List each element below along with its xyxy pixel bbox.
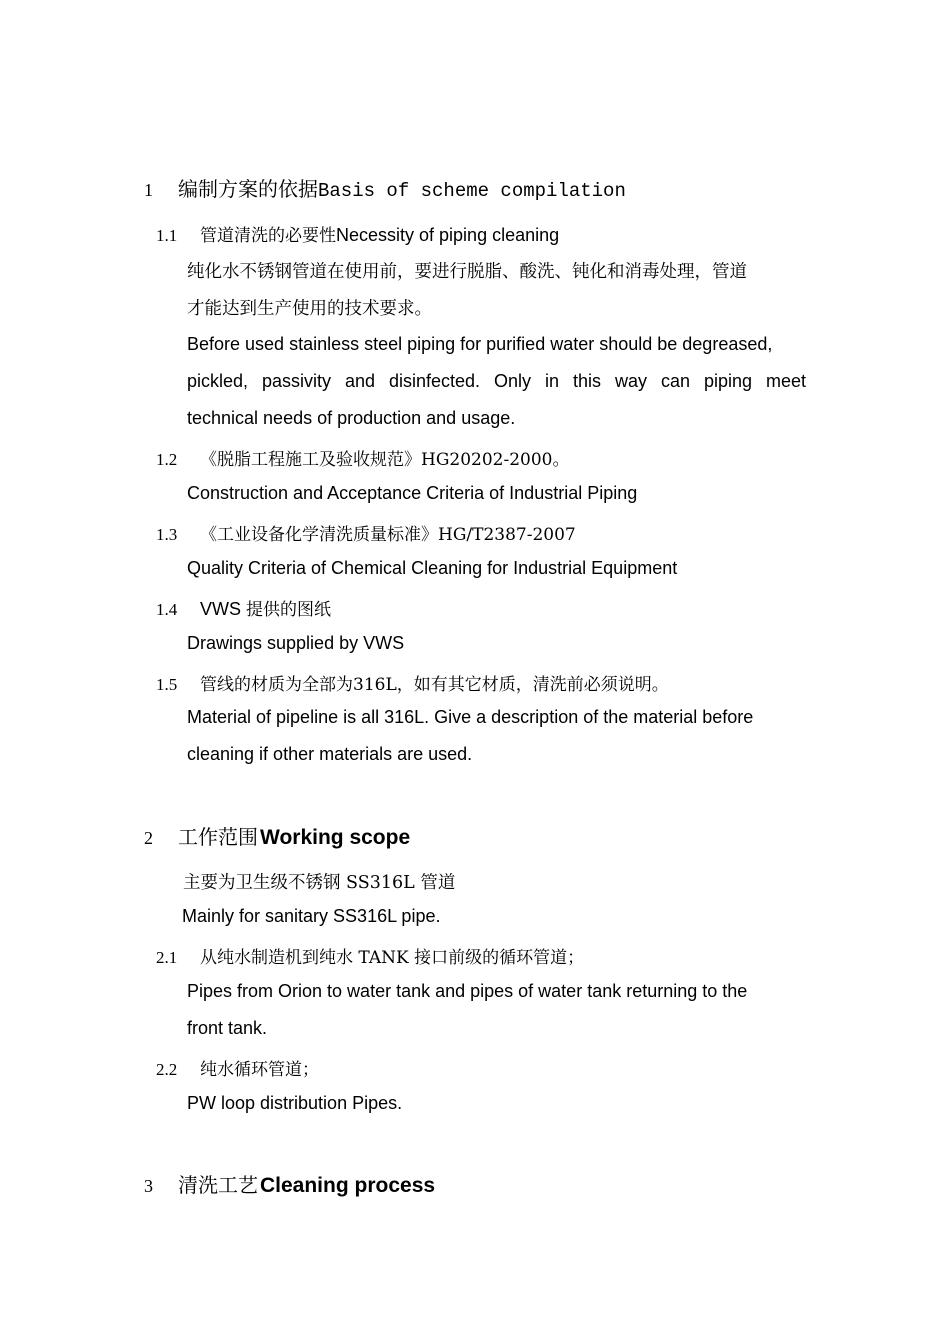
item-1-1-body-en-line3: technical needs of production and usage.	[187, 408, 516, 428]
item-1-1-body-en-line2: pickled, passivity and disinfected. Only in this way can piping meet	[187, 371, 806, 391]
item-1-1-number: 1.1	[156, 226, 178, 245]
item-1-2-number: 1.2	[156, 450, 178, 469]
item-1-5-heading	[156, 670, 669, 695]
section-2-number: 2	[144, 828, 153, 848]
section-3-title-cn: 清洗工艺	[178, 1173, 258, 1197]
item-2-1-body-en-line2: front tank.	[187, 1018, 268, 1038]
section-1-heading	[144, 173, 626, 202]
section-1-number: 1	[144, 180, 153, 200]
section-3-title-en: Cleaning process	[260, 1174, 436, 1197]
section-3-heading	[144, 1169, 435, 1198]
item-1-1-body-cn-line2: 才能达到生产使用的技术要求。	[187, 299, 432, 319]
item-1-1-heading	[156, 221, 559, 246]
section-2-title-cn: 工作范围	[178, 825, 258, 849]
item-1-2-body-en: Construction and Acceptance Criteria of Industrial Piping	[187, 483, 638, 503]
item-1-4-number: 1.4	[156, 600, 178, 619]
item-1-1-title-en: Necessity of piping cleaning	[336, 225, 560, 245]
item-1-5-title-cn: 管线的材质为全部为316L，如有其它材质，清洗前必须说明。	[200, 675, 669, 695]
item-2-1-title-cn: 从纯水制造机到纯水 TANK 接口前级的循环管道；	[200, 948, 585, 968]
item-1-4-heading	[156, 595, 331, 620]
item-2-1-body-en-line1: Pipes from Orion to water tank and pipes of water tank returning to the	[187, 981, 748, 1001]
item-1-5-number: 1.5	[156, 675, 178, 694]
item-2-1-number: 2.1	[156, 948, 178, 967]
section-2-heading	[144, 821, 410, 850]
item-1-5-body-en-line1: Material of pipeline is all 316L. Give a description of the material before	[187, 707, 754, 727]
item-1-3-title-cn: 《工业设备化学清洗质量标准》HG/T2387-2007	[200, 525, 576, 545]
item-2-2-body-en: PW loop distribution Pipes.	[187, 1093, 403, 1113]
item-1-1-title-cn: 管道清洗的必要性	[200, 226, 336, 246]
item-1-3-heading	[156, 520, 576, 545]
item-1-2-title-cn: 《脱脂工程施工及验收规范》HG20202-2000。	[200, 450, 570, 470]
item-2-2-heading	[156, 1055, 319, 1080]
item-1-3-number: 1.3	[156, 525, 178, 544]
section-2-intro-cn: 主要为卫生级不锈钢 SS316L 管道	[183, 873, 456, 893]
item-1-1-body-cn-line1: 纯化水不锈钢管道在使用前，要进行脱脂、酸洗、钝化和消毒处理，管道	[187, 262, 747, 282]
item-1-5-body-en-line2: cleaning if other materials are used.	[187, 744, 473, 764]
section-3-number: 3	[144, 1176, 153, 1196]
item-2-1-heading	[156, 943, 584, 968]
item-1-1-body-en-line1: Before used stainless steel piping for purified water should be degreased,	[187, 334, 773, 354]
item-2-2-number: 2.2	[156, 1060, 178, 1079]
item-1-2-heading	[156, 445, 570, 470]
item-1-4-body-en: Drawings supplied by VWS	[187, 633, 405, 653]
item-2-2-title-cn: 纯水循环管道；	[200, 1060, 319, 1080]
section-1-title-en: Basis of scheme compilation	[318, 180, 626, 202]
item-1-3-body-en: Quality Criteria of Chemical Cleaning for Industrial Equipment	[187, 558, 678, 578]
item-1-4-title-cn: 提供的图纸	[246, 600, 332, 620]
item-1-4-title-prefix: VWS	[200, 599, 242, 619]
section-2-title-en: Working scope	[260, 826, 411, 849]
section-2-intro-en: Mainly for sanitary SS316L pipe.	[182, 906, 441, 926]
section-1-title-cn: 编制方案的依据	[178, 177, 318, 201]
